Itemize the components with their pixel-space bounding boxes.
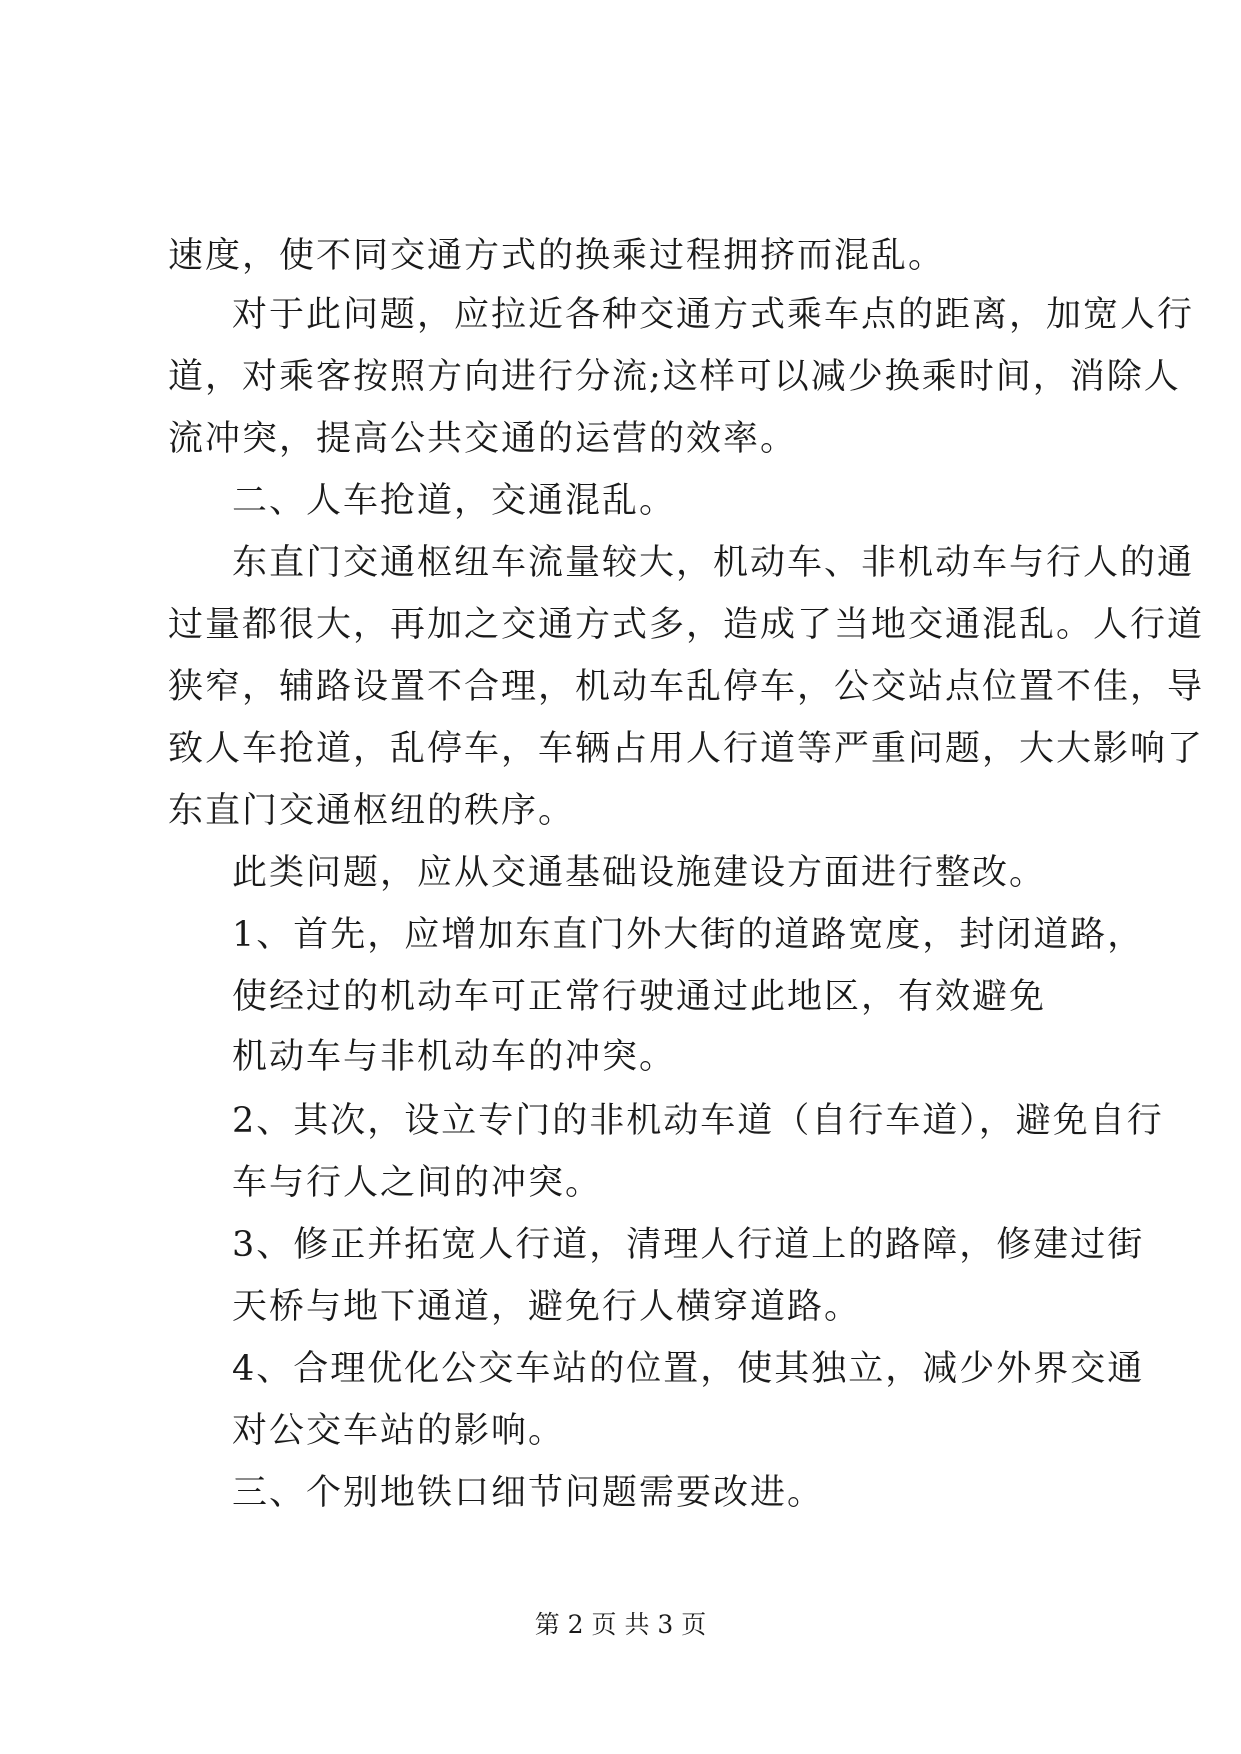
list-item-line: 使经过的机动车可正常行驶通过此地区，有效避免 <box>232 977 1047 1017</box>
paragraph-line: 道，对乘客按照方向进行分流;这样可以减少换乘时间，消除人 <box>168 357 1181 397</box>
list-item-line: 2、其次，设立专门的非机动车道（自行车道），避免自行 <box>232 1101 1164 1141</box>
paragraph-line: 东直门交通枢纽的秩序。 <box>168 791 576 831</box>
list-item-line: 机动车与非机动车的冲突。 <box>232 1037 677 1077</box>
paragraph-line: 东直门交通枢纽车流量较大，机动车、非机动车与行人的通 <box>232 543 1195 583</box>
paragraph-line: 狭窄，辅路设置不合理，机动车乱停车，公交站点位置不佳，导 <box>168 667 1205 707</box>
page-footer: 第 2 页 共 3 页 <box>534 1610 707 1639</box>
list-item-line: 1、首先，应增加东直门外大街的道路宽度，封闭道路， <box>232 915 1145 955</box>
list-item-line: 3、修正并拓宽人行道，清理人行道上的路障，修建过街 <box>232 1225 1145 1265</box>
list-item-line: 天桥与地下通道，避免行人横穿道路。 <box>232 1287 862 1327</box>
paragraph-line: 此类问题，应从交通基础设施建设方面进行整改。 <box>232 853 1047 893</box>
paragraph-line: 对于此问题，应拉近各种交通方式乘车点的距离，加宽人行 <box>232 295 1195 335</box>
paragraph-line: 过量都很大，再加之交通方式多，造成了当地交通混乱。人行道 <box>168 605 1205 645</box>
list-item-line: 对公交车站的影响。 <box>232 1411 566 1451</box>
section-heading: 三、个别地铁口细节问题需要改进。 <box>232 1473 825 1513</box>
list-item-line: 4、合理优化公交车站的位置，使其独立，减少外界交通 <box>232 1349 1145 1389</box>
paragraph-line: 致人车抢道，乱停车，车辆占用人行道等严重问题，大大影响了 <box>168 729 1205 769</box>
paragraph-line: 流冲突，提高公共交通的运营的效率。 <box>168 419 798 459</box>
paragraph-line: 速度，使不同交通方式的换乘过程拥挤而混乱。 <box>168 236 946 276</box>
list-item-line: 车与行人之间的冲突。 <box>232 1163 603 1203</box>
section-heading: 二、人车抢道，交通混乱。 <box>232 481 677 521</box>
